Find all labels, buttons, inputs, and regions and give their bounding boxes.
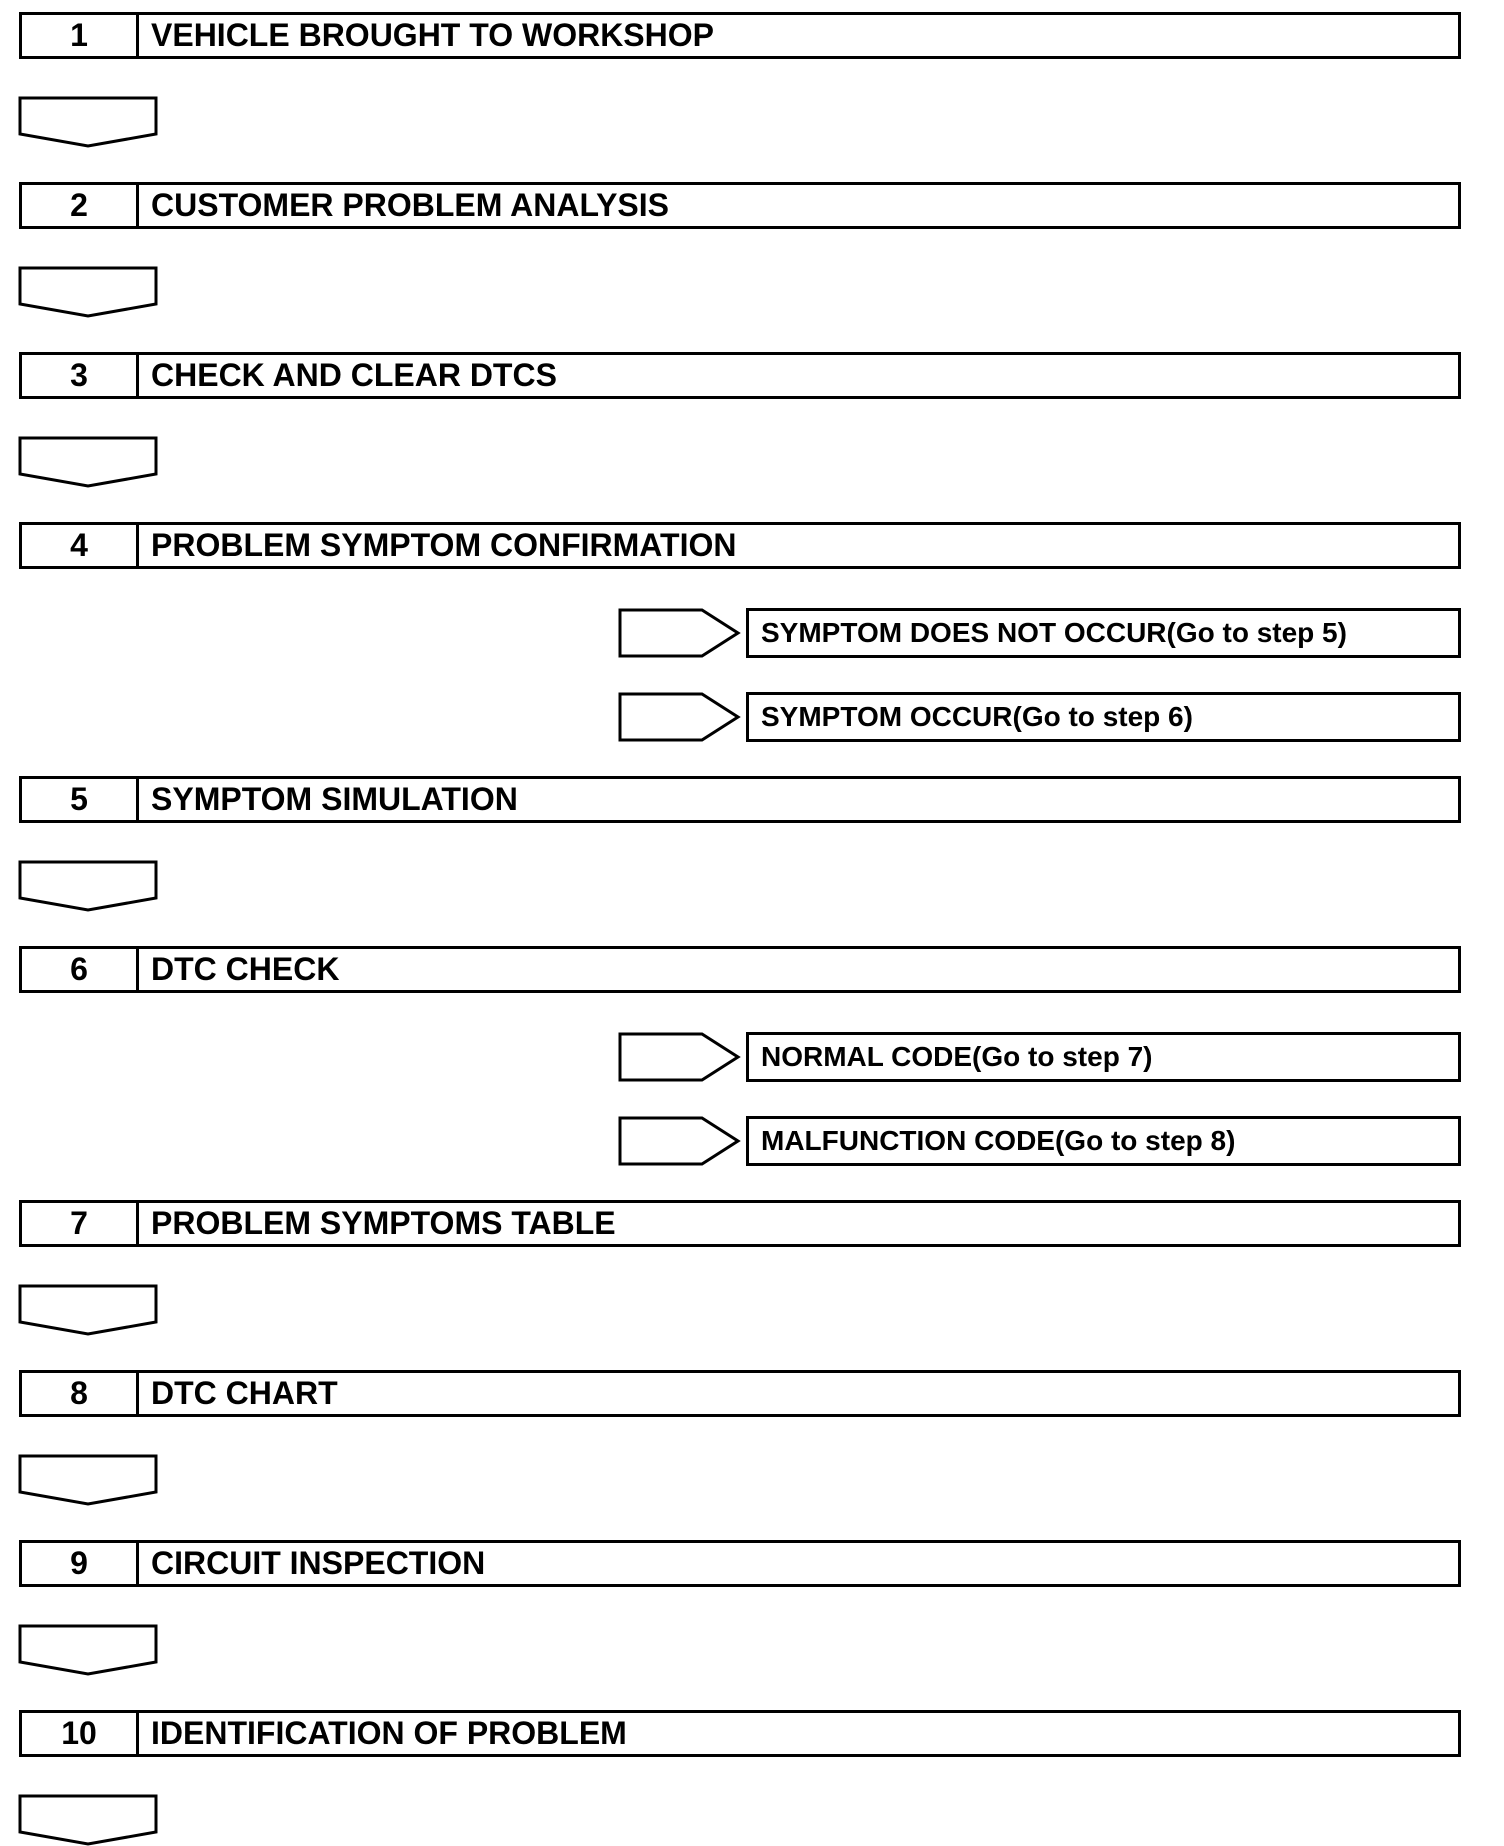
step-1-box	[19, 12, 1461, 59]
step-number: 4	[22, 525, 139, 566]
step-9-box	[19, 1540, 1461, 1587]
down-arrow-icon	[18, 1284, 158, 1336]
right-arrow-icon	[618, 690, 742, 744]
down-arrow-icon	[18, 436, 158, 488]
step-label: CHECK AND CLEAR DTCS	[151, 357, 557, 393]
right-arrow-icon	[618, 606, 742, 660]
down-arrow-icon	[18, 1454, 158, 1506]
step-label: SYMPTOM SIMULATION	[151, 781, 518, 817]
step-number: 1	[22, 15, 139, 56]
step-label: CUSTOMER PROBLEM ANALYSIS	[151, 187, 669, 223]
step-label: CIRCUIT INSPECTION	[151, 1545, 486, 1581]
step-label: DTC CHECK	[151, 951, 340, 987]
right-arrow-icon	[618, 1030, 742, 1084]
step-number: 6	[22, 949, 139, 990]
step-2-box	[19, 182, 1461, 229]
step-4-box	[19, 522, 1461, 569]
branch-symptom-does-not-occur: SYMPTOM DOES NOT OCCUR(Go to step 5)	[746, 608, 1461, 658]
branch-malfunction-code: MALFUNCTION CODE(Go to step 8)	[746, 1116, 1461, 1166]
step-number: 3	[22, 355, 139, 396]
step-label: PROBLEM SYMPTOM CONFIRMATION	[151, 527, 737, 563]
step-label: IDENTIFICATION OF PROBLEM	[151, 1715, 627, 1751]
step-number: 5	[22, 779, 139, 820]
down-arrow-icon	[18, 860, 158, 912]
step-label: VEHICLE BROUGHT TO WORKSHOP	[151, 17, 714, 53]
step-label: PROBLEM SYMPTOMS TABLE	[151, 1205, 616, 1241]
step-3-box	[19, 352, 1461, 399]
step-5-box	[19, 776, 1461, 823]
down-arrow-icon	[18, 1794, 158, 1846]
step-number: 9	[22, 1543, 139, 1584]
step-7-box	[19, 1200, 1461, 1247]
step-number: 7	[22, 1203, 139, 1244]
step-number: 2	[22, 185, 139, 226]
down-arrow-icon	[18, 96, 158, 148]
branch-normal-code: NORMAL CODE(Go to step 7)	[746, 1032, 1461, 1082]
down-arrow-icon	[18, 266, 158, 318]
step-6-box	[19, 946, 1461, 993]
step-10-box	[19, 1710, 1461, 1757]
right-arrow-icon	[618, 1114, 742, 1168]
branch-symptom-occur: SYMPTOM OCCUR(Go to step 6)	[746, 692, 1461, 742]
down-arrow-icon	[18, 1624, 158, 1676]
step-number: 10	[22, 1713, 139, 1754]
step-8-box	[19, 1370, 1461, 1417]
step-number: 8	[22, 1373, 139, 1414]
step-label: DTC CHART	[151, 1375, 338, 1411]
